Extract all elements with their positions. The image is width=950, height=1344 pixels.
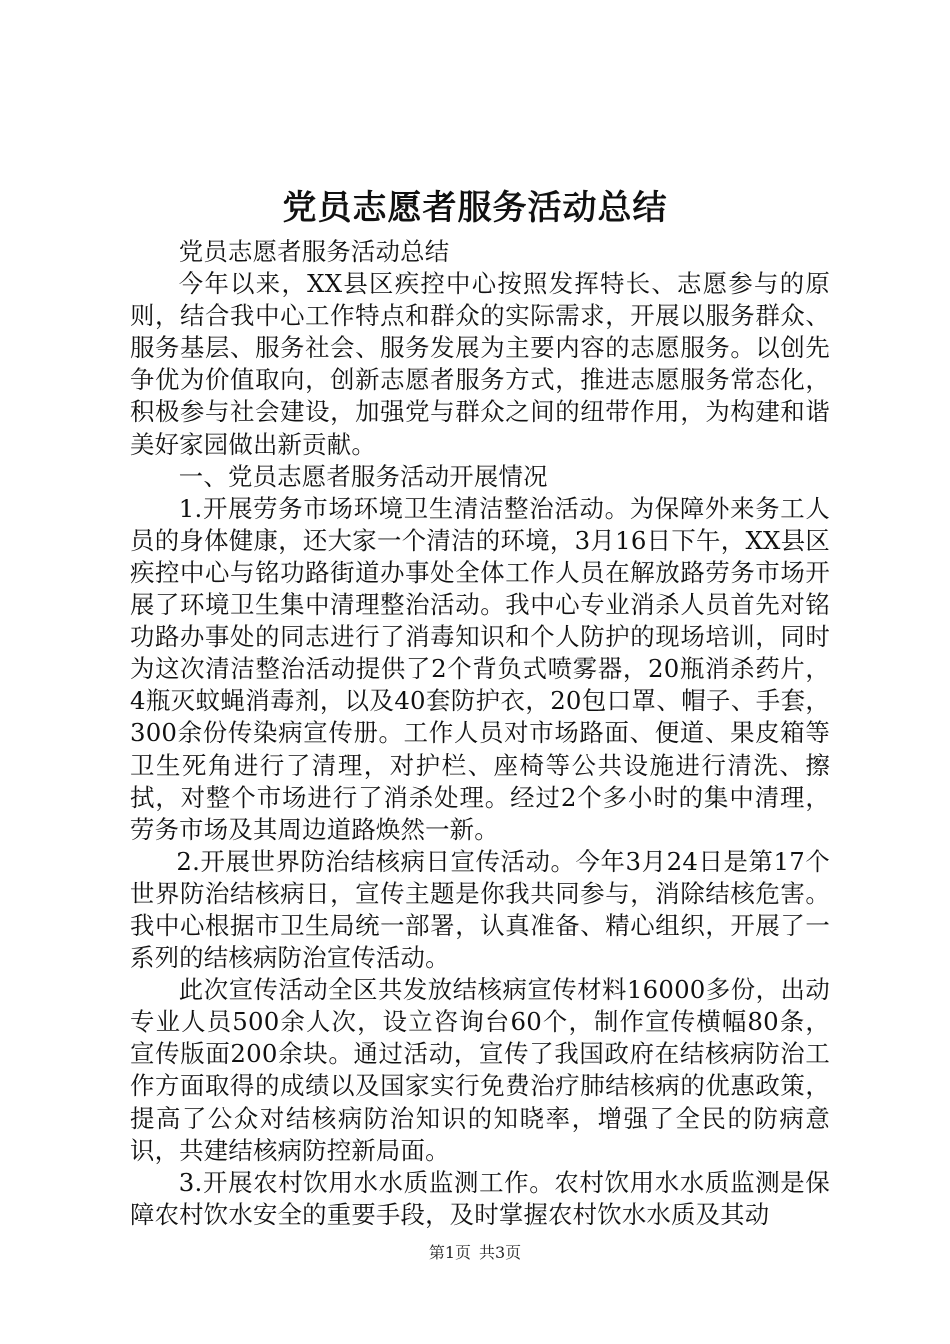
paragraph-campaign-details: 此次宣传活动全区共发放结核病宣传材料16000多份，出动专业人员500余人次，设立咨询台60个，制作宣传横幅80条，宣传版面200余块。通过活动，宣传了我国政府在结核病防治工作方面取得的成绩以及国家实行免费治疗肺结核病的优惠政策，提高了公众对结核病防治知识的知晓率，增强了全民的防病意识，共建结核病防控新局面。: [130, 975, 830, 1165]
document-body: [130, 236, 830, 1231]
paragraph-item-3: 3.开展农村饮用水水质监测工作。农村饮用水水质监测是保障农村饮水安全的重要手段，及时掌握农村饮水水质及其动: [130, 1167, 830, 1229]
paragraph-intro: 今年以来，XX县区疾控中心按照发挥特长、志愿参与的原则，结合我中心工作特点和群众的实际需求，开展以服务群众、服务基层、服务社会、服务发展为主要内容的志愿服务。以创先争优为价值取向，创新志愿者服务方式，推进志愿服务常态化，积极参与社会建设，加强党与群众之间的纽带作用，为构建和谐美好家园做出新贡献。: [130, 269, 830, 459]
page-total: 共3页: [479, 1243, 522, 1262]
paragraph-item-2: 2.开展世界防治结核病日宣传活动。今年3月24日是第17个世界防治结核病日，宣传主题是你我共同参与，消除结核危害。我中心根据市卫生局统一部署，认真准备、精心组织，开展了一系列的结核病防治宣传活动。: [130, 846, 830, 973]
page-footer: [0, 1242, 950, 1264]
paragraph-item-1: 1.开展劳务市场环境卫生清洁整治活动。为保障外来务工人员的身体健康，还大家一个清洁的环境，3月16日下午，XX县区疾控中心与铭功路街道办事处全体工作人员在解放路劳务市场开展了环境卫生集中清理整治活动。我中心专业消杀人员首先对铭功路办事处的同志进行了消毒知识和个人防护的现场培训，同时为这次清洁整治活动提供了2个背负式喷雾器，20瓶消杀药片，4瓶灭蚊蝇消毒剂，以及40套防护衣，20包口罩、帽子、手套，300余份传染病宣传册。工作人员对市场路面、便道、果皮箱等卫生死角进行了清理，对护栏、座椅等公共设施进行清洗、擦拭，对整个市场进行了消杀处理。经过2个多小时的集中清理，劳务市场及其周边道路焕然一新。: [130, 493, 830, 844]
page-number: 第1页: [428, 1243, 471, 1262]
paragraph-subtitle: 党员志愿者服务活动总结: [178, 237, 450, 266]
section-heading: 一、党员志愿者服务活动开展情况: [178, 461, 548, 491]
document-title: 党员志愿者服务活动总结: [282, 188, 668, 228]
